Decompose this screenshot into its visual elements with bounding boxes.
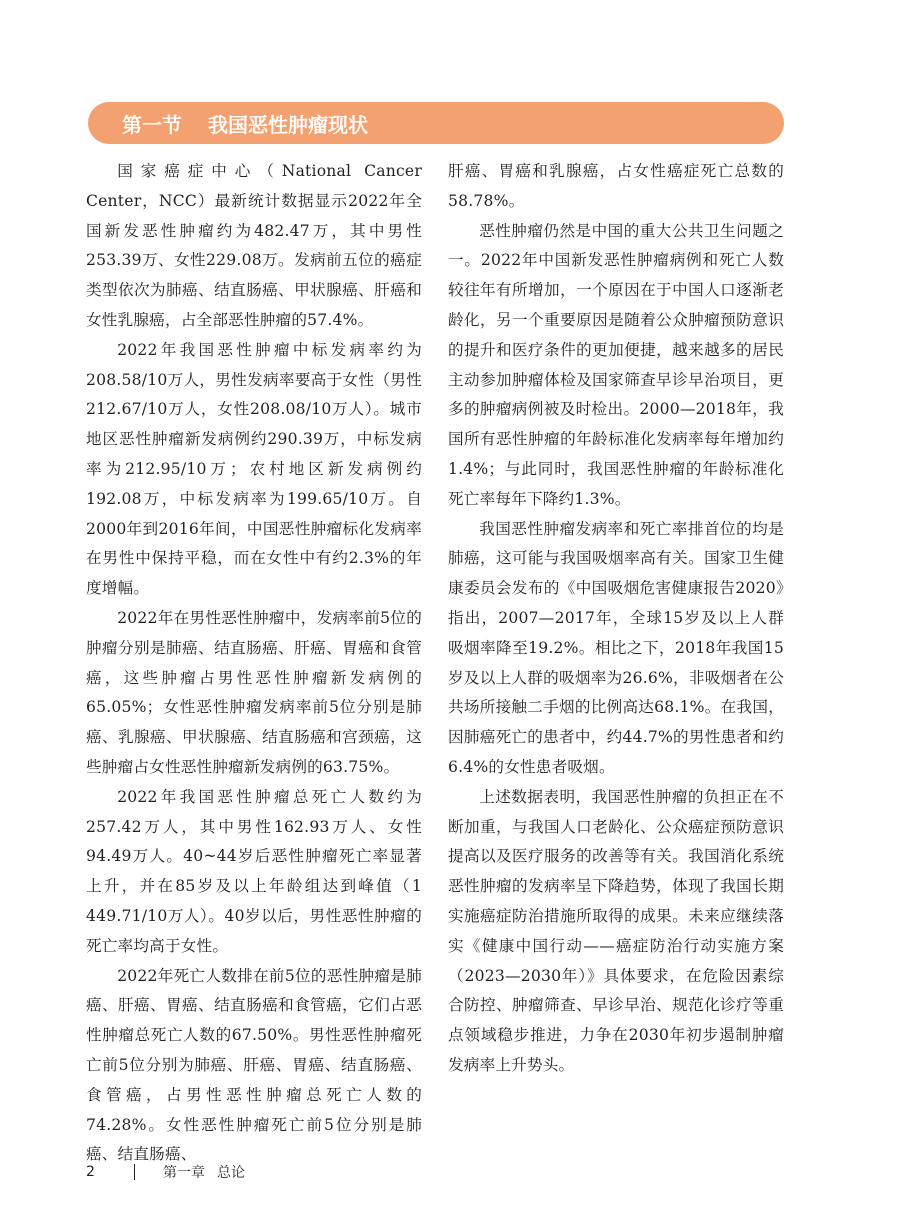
paragraph: 我国恶性肿瘤发病率和死亡率排首位的均是肺癌，这可能与我国吸烟率高有关。国家卫生健康委员会发布的《中国吸烟危害健康报告2020》指出，2007—2017年，全球15岁及以上人群吸烟率降至19.2%。相比之下，2018年我国15岁及以上人群的吸烟率为26.6%，非吸烟者在公共场所接触二手烟的比例高达68.1%。在我国，因肺癌死亡的患者中，约44.7%的男性患者和约6.4%的女性患者吸烟。 [448, 519, 784, 776]
paragraph: 上述数据表明，我国恶性肿瘤的负担正在不断加重，与我国人口老龄化、公众癌症预防意识提高以及医疗服务的改善等有关。我国消化系统恶性肿瘤的发病率呈下降趋势，体现了我国长期实施癌症防治措施所取得的成果。未来应继续落实《健康中国行动——癌症防治行动实施方案（2023—2030年）》具体要求，在危险因素综合防控、肿瘤筛查、早诊早治、规范化诊疗等重点领域稳步推进，力争在2030年初步遏制肿瘤发病率上升势头。 [448, 787, 784, 1074]
paragraph: 2022年我国恶性肿瘤中标发病率约为208.58/10万人，男性发病率要高于女性（男性212.67/10万人，女性208.08/10万人）。城市地区恶性肿瘤新发病例约290.39万，中标发病率为212.95/10万；农村地区新发病例约192.08万，中标发病率为199.65/10万。自2000年到2016年间，中国恶性肿瘤标化发病率在男性中保持平稳，而在女性中有约2.3%的年度增幅。 [86, 340, 422, 598]
page-footer [86, 1162, 245, 1182]
page-number: 2 [86, 1164, 95, 1180]
paragraph: 2022年在男性恶性肿瘤中，发病率前5位的肿瘤分别是肺癌、结直肠癌、肝癌、胃癌和食管癌，这些肿瘤占男性恶性肿瘤新发病例的65.05%；女性恶性肿瘤发病率前5位分别是肺癌、乳腺癌、甲状腺癌、结直肠癌和宫颈癌，这些肿瘤占女性恶性肿瘤新发病例的63.75%。 [86, 608, 422, 776]
right-column [448, 157, 784, 1081]
chapter-number: 第一章 [163, 1165, 205, 1181]
left-column [86, 157, 422, 1170]
section-number: 第一节 [122, 112, 182, 137]
paragraph: 恶性肿瘤仍然是中国的重大公共卫生问题之一。2022年中国新发恶性肿瘤病例和死亡人数较往年有所增加，一个原因在于中国人口逐渐老龄化，另一个重要原因是随着公众肿瘤预防意识的提升和医疗条件的更加便捷，越来越多的居民主动参加肿瘤体检及国家筛查早诊早治项目，更多的肿瘤病例被及时检出。2000—2018年，我国所有恶性肿瘤的年龄标准化发病率每年增加约1.4%；与此同时，我国恶性肿瘤的年龄标准化死亡率每年下降约1.3%。 [448, 221, 784, 508]
section-header-banner [88, 102, 784, 144]
chapter-title: 总论 [217, 1165, 245, 1181]
section-title: 我国恶性肿瘤现状 [208, 112, 368, 137]
footer-divider [134, 1164, 135, 1180]
paragraph: 2022年我国恶性肿瘤总死亡人数约为257.42万人，其中男性162.93万人、女性94.49万人。40~44岁后恶性肿瘤死亡率显著上升，并在85岁及以上年龄组达到峰值（1 449.71/10万人）。40岁以后，男性恶性肿瘤的死亡率均高于女性。 [86, 787, 422, 955]
paragraph-continuation: 肝癌、胃癌和乳腺癌，占女性癌症死亡总数的58.78%。 [448, 162, 784, 210]
paragraph: 2022年死亡人数排在前5位的恶性肿瘤是肺癌、肝癌、胃癌、结直肠癌和食管癌，它们占恶性肿瘤总死亡人数的67.50%。男性恶性肿瘤死亡前5位分别为肺癌、肝癌、胃癌、结直肠癌、食管癌，占男性恶性肿瘤总死亡人数的74.28%。女性恶性肿瘤死亡前5位分别是肺癌、结直肠癌、 [86, 966, 422, 1164]
paragraph: 国家癌症中心（National Cancer Center，NCC）最新统计数据显示2022年全国新发恶性肿瘤约为482.47万，其中男性253.39万、女性229.08万。发病前五位的癌症类型依次为肺癌、结直肠癌、甲状腺癌、肝癌和女性乳腺癌，占全部恶性肿瘤的57.4%。 [86, 162, 422, 329]
